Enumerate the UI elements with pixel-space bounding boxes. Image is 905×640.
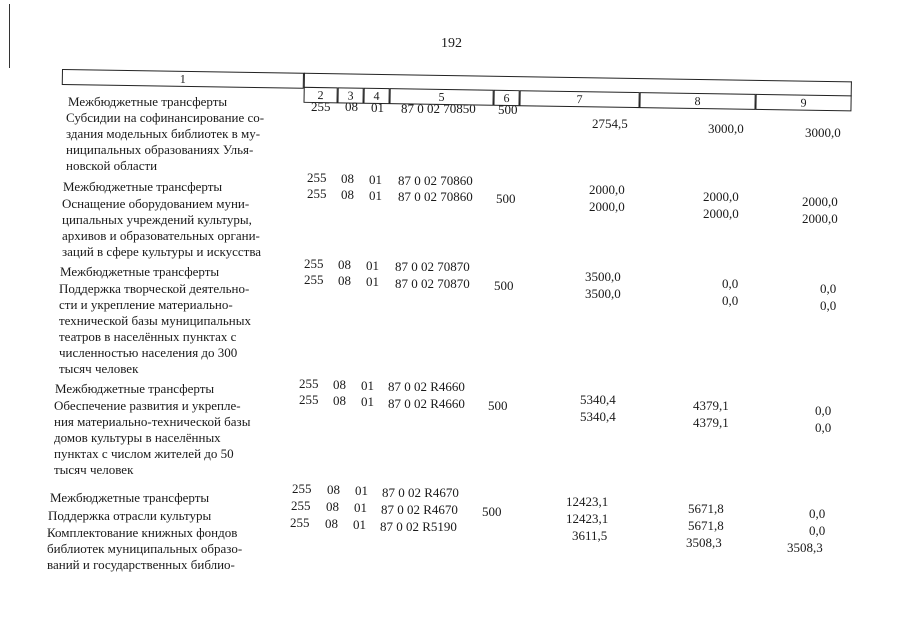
cell-c7: 12423,1 <box>566 511 609 526</box>
cell-c7: 3500,0 <box>585 286 621 301</box>
header-col-9: 9 <box>755 94 851 112</box>
cell-c9: 0,0 <box>809 506 826 521</box>
header-col-7: 7 <box>519 90 639 108</box>
cell-c4: 01 <box>369 172 382 187</box>
cell-c4: 01 <box>366 274 379 289</box>
cell-c8: 5671,8 <box>688 501 724 516</box>
cell-c5: 87 0 02 70850 <box>401 101 476 116</box>
cell-c2: 255 <box>292 481 312 496</box>
cell-c8: 3000,0 <box>708 121 744 136</box>
cell-c5: 87 0 02 R5190 <box>380 519 457 534</box>
header-col-1: 1 <box>62 69 304 89</box>
cell-c3: 08 <box>333 377 346 392</box>
cell-c5: 87 0 02 R4670 <box>382 485 459 500</box>
cell-c9: 0,0 <box>820 281 837 296</box>
cell-c5: 87 0 02 70860 <box>398 173 473 188</box>
cell-c5: 87 0 02 R4660 <box>388 379 465 394</box>
cell-c6: 500 <box>494 278 514 293</box>
cell-c2: 255 <box>299 392 319 407</box>
cell-c9: 3508,3 <box>787 540 823 555</box>
cell-c7: 3611,5 <box>572 528 608 543</box>
cell-c9: 0,0 <box>815 420 832 435</box>
header-col-8: 8 <box>639 92 755 110</box>
row-description: Поддержка отрасли культуры <box>48 508 212 523</box>
cell-c5: 87 0 02 R4670 <box>381 502 458 517</box>
row-description: Оснащение оборудованием муни- ципальных учреждений культуры, архивов и образовательных органи- заций в сфере культуры и искусства <box>62 196 262 259</box>
cell-c6: 500 <box>482 504 502 519</box>
cell-c6: 500 <box>496 191 516 206</box>
page-number: 192 <box>441 36 462 51</box>
cell-c5: 87 0 02 70860 <box>398 189 473 204</box>
cell-c8: 2000,0 <box>703 189 739 204</box>
row-description: Межбюджетные трансферты <box>68 94 228 109</box>
cell-c3: 08 <box>345 99 358 114</box>
cell-c7: 2000,0 <box>589 199 625 214</box>
row-description: Комплектование книжных фондов библиотек муниципальных образо- ваний и государственных библио- <box>47 525 243 572</box>
header-col-6: 6 <box>493 90 519 106</box>
cell-c8: 4379,1 <box>693 398 729 413</box>
cell-c5: 87 0 02 70870 <box>395 276 470 291</box>
cell-c3: 08 <box>327 482 340 497</box>
cell-c7: 5340,4 <box>580 392 616 407</box>
cell-c4: 01 <box>361 394 374 409</box>
cell-c4: 01 <box>369 188 382 203</box>
cell-c5: 87 0 02 70870 <box>395 259 470 274</box>
cell-c7: 2754,5 <box>592 116 628 131</box>
cell-c3: 08 <box>333 393 346 408</box>
cell-c3: 08 <box>338 257 351 272</box>
cell-c8: 0,0 <box>722 276 739 291</box>
row-description: Поддержка творческой деятельно- сти и укрепление материально- технической базы муниципальных театров в населённых пунктах с численностью населения до 300 тысяч человек <box>59 281 251 376</box>
cell-c2: 255 <box>307 170 327 185</box>
cell-c8: 5671,8 <box>688 518 724 533</box>
cell-c9: 3000,0 <box>805 125 841 140</box>
cell-c2: 255 <box>304 256 324 271</box>
cell-c7: 2000,0 <box>589 182 625 197</box>
cell-c6: 500 <box>488 398 508 413</box>
header-col-3: 3 <box>337 87 363 103</box>
row-description: Обеспечение развития и укрепле- ния материально-технической базы домов культуры в населённых пунктах с числом жителей до 50 тысяч человек <box>54 398 251 477</box>
cell-c7: 5340,4 <box>580 409 616 424</box>
cell-c4: 01 <box>361 378 374 393</box>
row-description: Межбюджетные трансферты <box>55 381 215 396</box>
cell-c9: 0,0 <box>820 298 837 313</box>
cell-c3: 08 <box>338 273 351 288</box>
cell-c7: 3500,0 <box>585 269 621 284</box>
row-description: Межбюджетные трансферты <box>50 490 210 505</box>
cell-c2: 255 <box>299 376 319 391</box>
cell-c8: 3508,3 <box>686 535 722 550</box>
cell-c9: 0,0 <box>815 403 832 418</box>
row-description: Субсидии на софинансирование со- здания модельных библиотек в му- ниципальных образованиях Улья- новской области <box>66 110 265 173</box>
cell-c9: 2000,0 <box>802 194 838 209</box>
header-col-2: 2 <box>303 87 337 104</box>
cell-c3: 08 <box>325 516 338 531</box>
cell-c4: 01 <box>366 258 379 273</box>
cell-c9: 2000,0 <box>802 211 838 226</box>
cell-c2: 255 <box>290 515 310 530</box>
cell-c8: 0,0 <box>722 293 739 308</box>
cell-c2: 255 <box>307 186 327 201</box>
cell-c2: 255 <box>311 99 331 114</box>
cell-c5: 87 0 02 R4660 <box>388 396 465 411</box>
row-description: Межбюджетные трансферты <box>60 264 220 279</box>
cell-c9: 0,0 <box>809 523 826 538</box>
cell-c2: 255 <box>291 498 311 513</box>
header-col-5: 5 <box>389 88 493 106</box>
cell-c8: 2000,0 <box>703 206 739 221</box>
header-col-4: 4 <box>363 88 389 104</box>
cell-c7: 12423,1 <box>566 494 609 509</box>
cell-c6: 500 <box>498 102 518 117</box>
cell-c4: 01 <box>354 500 367 515</box>
row-description: Межбюджетные трансферты <box>63 179 223 194</box>
cell-c2: 255 <box>304 272 324 287</box>
cell-c4: 01 <box>355 483 368 498</box>
cell-c8: 4379,1 <box>693 415 729 430</box>
cell-c3: 08 <box>326 499 339 514</box>
cell-c4: 01 <box>353 517 366 532</box>
cell-c4: 01 <box>371 100 384 115</box>
cell-c3: 08 <box>341 187 354 202</box>
cell-c3: 08 <box>341 171 354 186</box>
